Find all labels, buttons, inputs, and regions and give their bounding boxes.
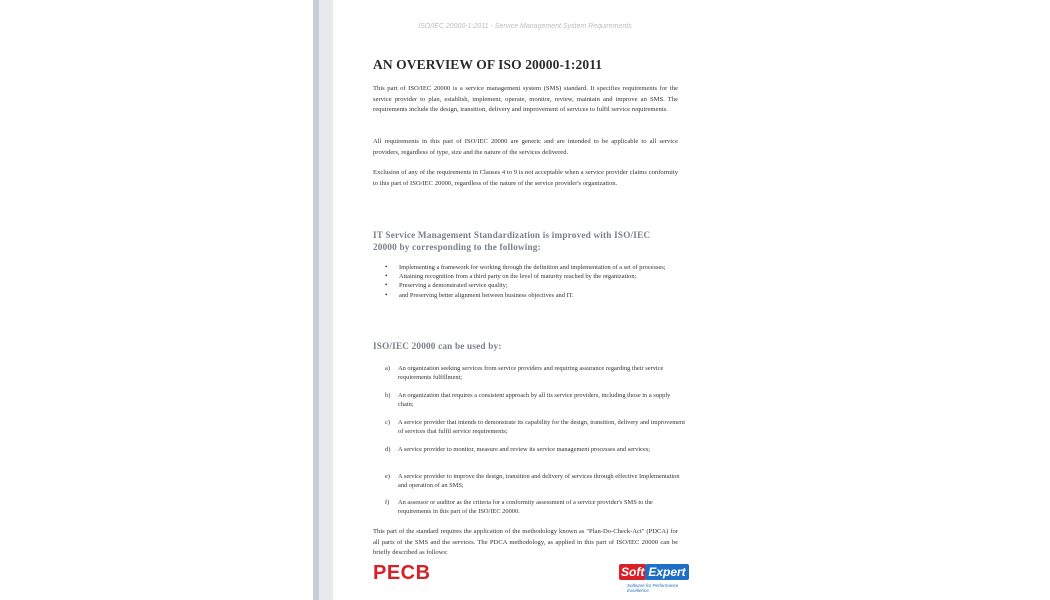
benefits-list <box>385 263 678 300</box>
intro-paragraph: This part of ISO/IEC 20000 is a service management system (SMS) standard. It specifies requirements for the service provider to plan, establish, implement, operate, monitor, review, maintain and improve an SMS. The requirements include the design, transition, delivery and improvement of services to fulfil service requirements. <box>373 85 678 113</box>
list-item <box>385 391 685 409</box>
list-item-text: An organization that requires a consistent approach by all its service providers, including those in a supply chain; <box>398 392 671 409</box>
list-item <box>385 472 685 490</box>
list-item-text: A service provider that intends to demonstrate its capability for the design, transition, delivery and improvement of services that fulfil service requirements; <box>398 419 685 436</box>
list-item: • Preserving a demonstrated service quality; <box>385 281 678 290</box>
exclusion-paragraph: Exclusion of any of the requirements in Clauses 4 to 9 is not acceptable when a service provider claims conformity to this part of ISO/IEC 20000, regardless of the nature of the service provider's organization. <box>373 169 678 187</box>
list-item <box>385 445 685 454</box>
list-marker: e) <box>385 473 390 480</box>
document-page <box>333 0 717 600</box>
list-marker: f) <box>385 499 390 506</box>
page-shadow <box>319 0 333 600</box>
softexpert-tagline: Software for Performance Excellence <box>627 583 679 593</box>
list-item-text: An assessor or auditor as the criteria for a conformity assessment of a service provider's SMS to the requirements in this part of the ISO/IEC 20000. <box>398 499 653 516</box>
softexpert-logo-soft: Soft <box>621 565 645 579</box>
requirements-paragraph: All requirements in this part of ISO/IEC 20000 are generic and are intended to be applicable to all service providers, regardless of type, size and the nature of the services delivered. <box>373 138 678 156</box>
list-marker: b) <box>385 392 391 399</box>
list-item-text: A service provider to improve the design, transition and delivery of services through effective Implementation and operation of an SMS; <box>398 473 680 490</box>
list-item: • Implementing a framework for working through the definition and implementation of a set of processes; <box>385 263 678 272</box>
section-heading-used-by: ISO/IEC 20000 can be used by: <box>373 341 502 351</box>
section-heading-standardization: IT Service Management Standardization is improved with ISO/IEC 20000 by corresponding to the following: <box>373 230 651 252</box>
pdca-paragraph: This part of the standard requires the application of the methodology known as "Plan-Do-Check-Act" (PDCA) for all parts of the SMS and the services. The PDCA methodology, as applied in this part of ISO/IEC 20000 can be briefly described as follows: <box>373 528 678 556</box>
list-item <box>385 498 685 516</box>
list-marker: a) <box>385 365 390 372</box>
list-item: • and Preserving better alignment between business objectives and IT. <box>385 291 678 300</box>
softexpert-logo-expert: Expert <box>645 564 688 580</box>
list-marker: d) <box>385 446 391 453</box>
pecb-logo: PECB <box>373 562 431 584</box>
page-header: ISO/IEC 20000-1:2011 - Service Management System Requirements <box>418 23 632 30</box>
list-marker: c) <box>385 419 390 426</box>
list-item <box>385 364 685 382</box>
list-item-text: An organization seeking services from service providers and requiring assurance regarding their service requirements fulfillment; <box>398 365 664 382</box>
softexpert-logo <box>619 563 699 591</box>
page-title: AN OVERVIEW OF ISO 20000-1:2011 <box>373 57 603 72</box>
list-item-text: A service provider to monitor, measure and review its service management processes and services; <box>398 446 651 453</box>
list-item: • Attaining recognition from a third party on the level of maturity reached by the organization; <box>385 272 678 281</box>
list-item <box>385 418 685 436</box>
